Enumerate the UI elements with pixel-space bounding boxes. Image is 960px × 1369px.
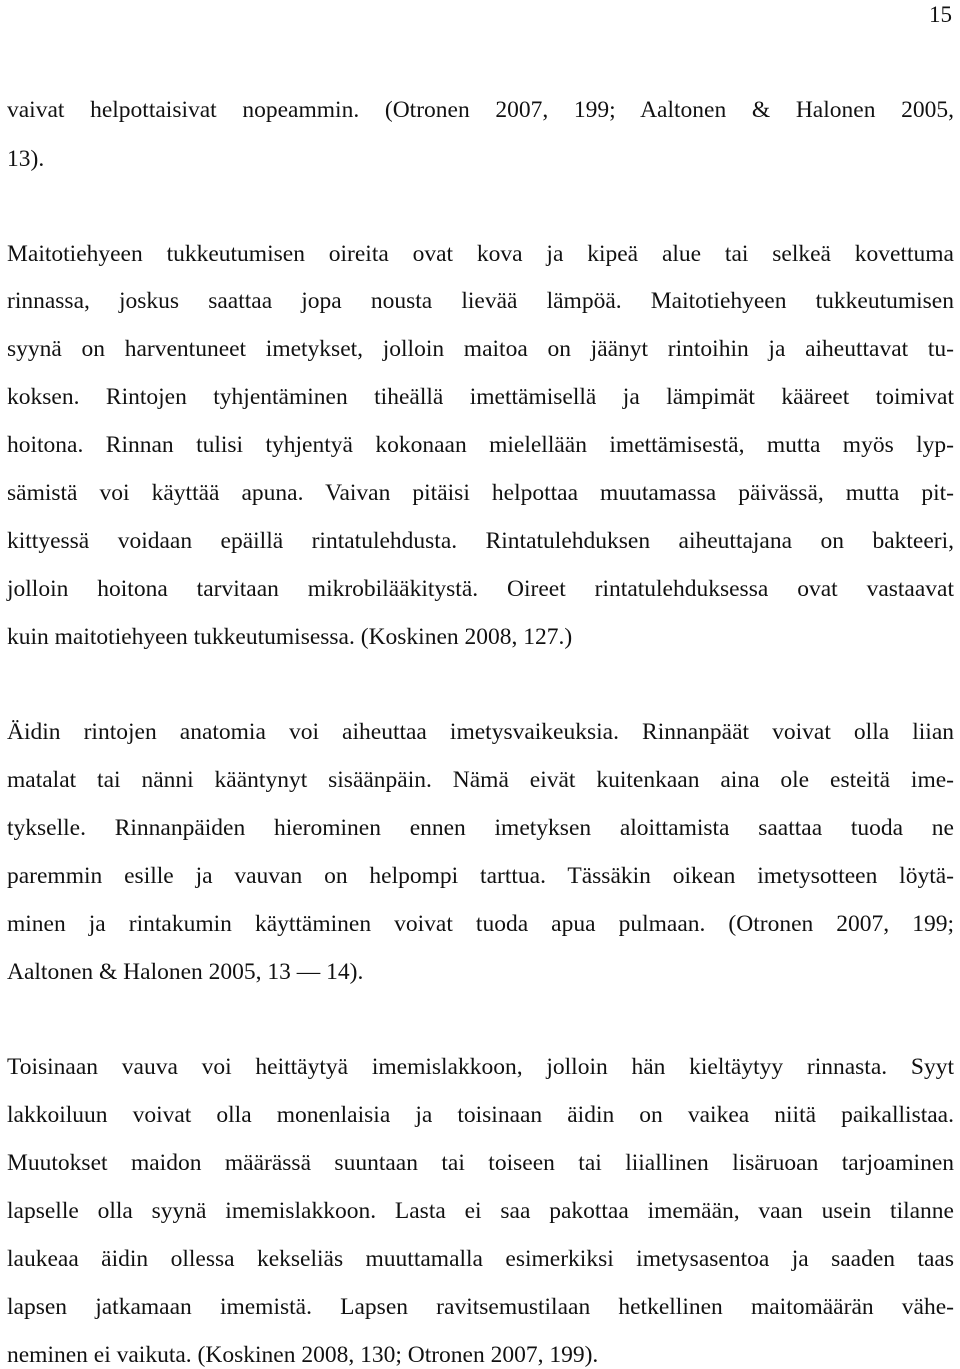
text-line: lapsen jatkamaan imemistä. Lapsen ravitsemustilaan hetkellinen maitomäärän vähe- xyxy=(7,1294,954,1320)
text-line: kittyessä voidaan epäillä rintatulehdusta. Rintatulehduksen aiheuttajana on bakteeri, xyxy=(7,528,954,554)
text-line: jolloin hoitona tarvitaan mikrobilääkitystä. Oireet rintatulehduksessa ovat vastaavat xyxy=(7,576,954,602)
text-line: Toisinaan vauva voi heittäytyä imemislakkoon, jolloin hän kieltäytyy rinnasta. Syyt xyxy=(7,1054,954,1080)
text-line: laukeaa äidin ollessa kekseliäs muuttamalla esimerkiksi imetysasentoa ja saaden taas xyxy=(7,1246,954,1272)
text-line: Aaltonen & Halonen 2005, 13 — 14). xyxy=(7,959,364,985)
text-line: Äidin rintojen anatomia voi aiheuttaa imetysvaikeuksia. Rinnanpäät voivat olla liian xyxy=(7,719,954,745)
text-line: sämistä voi käyttää apuna. Vaivan pitäisi helpottaa muutamassa päivässä, mutta pit- xyxy=(7,480,954,506)
text-line: lapselle olla syynä imemislakkoon. Lasta ei saa pakottaa imemään, vaan usein tilanne xyxy=(7,1198,954,1224)
text-line: matalat tai nänni kääntynyt sisäänpäin. Nämä eivät kuitenkaan aina ole esteitä ime- xyxy=(7,767,954,793)
text-line: lakkoiluun voivat olla monenlaisia ja toisinaan äidin on vaikea niitä paikallistaa. xyxy=(7,1102,954,1128)
text-line: kuin maitotiehyeen tukkeutumisessa. (Koskinen 2008, 127.) xyxy=(7,624,573,650)
text-line: minen ja rintakumin käyttäminen voivat tuoda apua pulmaan. (Otronen 2007, 199; xyxy=(7,911,954,937)
text-line: Muutokset maidon määrässä suuntaan tai toiseen tai liiallinen lisäruoan tarjoaminen xyxy=(7,1150,954,1176)
text-line: vaivat helpottaisivat nopeammin. (Otronen 2007, 199; Aaltonen & Halonen 2005, xyxy=(7,97,954,123)
text-line: koksen. Rintojen tyhjentäminen tiheällä imettämisellä ja lämpimät kääreet toimivat xyxy=(7,384,954,410)
text-line: rinnassa, joskus saattaa jopa nousta lievää lämpöä. Maitotiehyeen tukkeutumisen xyxy=(7,288,954,314)
text-line: paremmin esille ja vauvan on helpompi tarttua. Tässäkin oikean imetysotteen löytä- xyxy=(7,863,954,889)
text-line: 13). xyxy=(7,146,45,172)
text-line: neminen ei vaikuta. (Koskinen 2008, 130; Otronen 2007, 199). xyxy=(7,1342,599,1368)
text-line: syynä on harventuneet imetykset, jolloin maitoa on jäänyt rintoihin ja aiheuttavat tu- xyxy=(7,336,954,362)
page-number: 15 xyxy=(929,2,952,27)
text-line: tykselle. Rinnanpäiden hierominen ennen imetyksen aloittamista saattaa tuoda ne xyxy=(7,815,954,841)
text-line: Maitotiehyeen tukkeutumisen oireita ovat kova ja kipeä alue tai selkeä kovettuma xyxy=(7,241,954,267)
text-line: hoitona. Rinnan tulisi tyhjentyä kokonaan mielellään imettämisestä, mutta myös lyp- xyxy=(7,432,954,458)
